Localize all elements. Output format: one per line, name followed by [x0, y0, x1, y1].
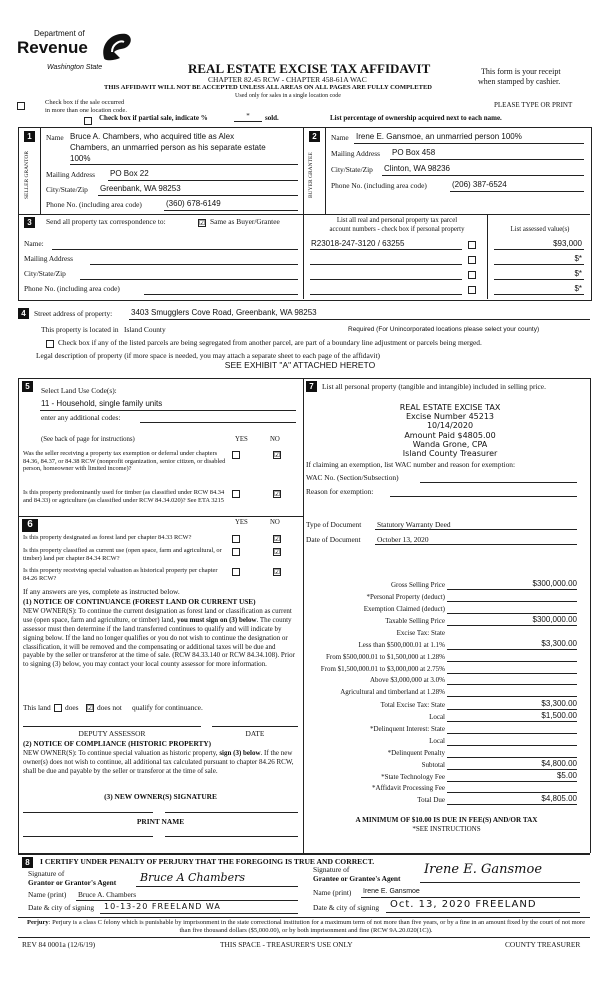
- yes-header: YES: [235, 519, 248, 526]
- land-use-code-select[interactable]: 11 - Household, single family units: [41, 399, 163, 408]
- fee-label: Exemption Claimed (deduct): [363, 605, 445, 613]
- underline: [494, 279, 584, 280]
- divider: [18, 214, 590, 215]
- additional-codes-field[interactable]: [140, 422, 296, 423]
- corr-city-label: City/State/Zip: [24, 269, 66, 278]
- buyer-mailing-field[interactable]: PO Box 458: [392, 148, 436, 157]
- q1-no-checkbox[interactable]: ☑: [274, 451, 281, 459]
- assessed-value-field[interactable]: $93,000: [553, 239, 582, 248]
- q5-no-checkbox[interactable]: ☑: [274, 568, 281, 576]
- personal-property-checkbox[interactable]: [468, 286, 476, 294]
- grantor-date-label: Date & city of signing: [28, 903, 95, 912]
- print-name-field[interactable]: [165, 836, 298, 837]
- logo-line3: Washington State: [47, 64, 103, 71]
- assessed-value-field[interactable]: $*: [574, 284, 582, 293]
- underline: [354, 143, 584, 144]
- corr-name-label: Name:: [24, 239, 44, 248]
- same-as-buyer-checkbox[interactable]: ☑: [199, 219, 206, 227]
- assessed-value-field[interactable]: $*: [574, 254, 582, 263]
- correspondence-label: Send all property tax correspondence to:: [46, 217, 166, 226]
- personal-property-label: List all personal property (tangible and intangible) included in selling price.: [322, 382, 546, 391]
- seller-city-label: City/State/Zip: [46, 185, 88, 194]
- section-3-number: 3: [24, 217, 35, 228]
- personal-property-checkbox[interactable]: [468, 256, 476, 264]
- fee-value-field[interactable]: [447, 603, 577, 614]
- stamp-line: Excise Number 45213: [405, 412, 495, 422]
- underline: [375, 544, 577, 545]
- underline: [494, 264, 584, 265]
- buyer-name-label: Name: [331, 133, 349, 142]
- fee-value-field[interactable]: $4,805.00: [447, 794, 577, 805]
- fee-label: Agricultural and timberland at 1.28%: [340, 688, 445, 696]
- dor-swirl-icon: [98, 30, 134, 62]
- fee-label: *Delinquent Penalty: [387, 749, 445, 757]
- divider: [40, 127, 41, 214]
- fee-value-field[interactable]: $1,500.00: [447, 711, 577, 722]
- underline: [310, 294, 462, 295]
- new-owner-signature-field[interactable]: [165, 812, 298, 813]
- seller-name-line3[interactable]: 100%: [70, 154, 91, 163]
- this-land-label: This land: [23, 703, 51, 712]
- land-use-label: Select Land Use Code(s):: [41, 386, 117, 395]
- additional-codes-label: enter any additional codes:: [41, 413, 121, 422]
- grantee-signature[interactable]: Irene E. Gansmoe: [424, 862, 543, 877]
- underline: [361, 897, 580, 898]
- county-required-note: Required (For Unincorporated locations please select your county): [348, 326, 540, 333]
- see-instructions-note: *SEE INSTRUCTIONS: [412, 825, 481, 833]
- assessed-header: List assessed value(s): [510, 226, 570, 233]
- multi-location-checkbox[interactable]: [17, 102, 25, 110]
- does-label: does: [65, 703, 79, 712]
- seller-name-label: Name: [46, 133, 64, 142]
- reason-field[interactable]: [390, 496, 577, 497]
- corr-phone-field[interactable]: [144, 294, 298, 295]
- underline: [386, 912, 580, 913]
- fee-label: Local: [429, 737, 445, 745]
- grantee-date-field[interactable]: Oct. 13, 2020 FREELAND: [390, 899, 537, 910]
- underline: [420, 882, 580, 883]
- question-timber: Is this property predominantly used for timber (as classified under RCW 84.34 and 84.33) or agriculture (as classified under RCW 84.34.020)? See ETA 3215: [23, 489, 225, 504]
- grantor-sig-of: Signature of: [28, 869, 65, 878]
- date-label: DATE: [245, 729, 265, 738]
- q3-yes-checkbox[interactable]: [232, 535, 240, 543]
- section-5-number: 5: [22, 381, 33, 392]
- fee-label: Taxable Selling Price: [385, 617, 445, 625]
- question-forest: Is this property designated as forest land per chapter 84.33 RCW?: [23, 534, 192, 541]
- underline: [310, 249, 462, 250]
- underline: [136, 886, 298, 887]
- partial-sale-label: Check box if partial sale, indicate %: [99, 114, 208, 122]
- if-yes-note: If any answers are yes, complete as instructed below.: [23, 587, 180, 596]
- fee-label: Local: [429, 713, 445, 721]
- section-1-number: 1: [24, 131, 35, 142]
- divider: [18, 516, 303, 517]
- qualify-label: qualify for continuance.: [132, 703, 203, 712]
- reason-label: Reason for exemption:: [306, 487, 374, 496]
- buyer-phone-label: Phone No. (including area code): [331, 181, 427, 190]
- no-header: NO: [270, 436, 280, 443]
- corr-mailing-field[interactable]: [90, 264, 298, 265]
- grantee-agent-label: Grantee or Grantee's Agent: [313, 874, 401, 883]
- multi-location-label-1: Check box if the sale occurred: [45, 99, 125, 106]
- underline: [40, 410, 296, 411]
- corr-name-field[interactable]: [52, 249, 298, 250]
- seller-phone-field[interactable]: (360) 678-6149: [166, 199, 221, 208]
- q4-yes-checkbox[interactable]: [232, 548, 240, 556]
- yes-header: YES: [235, 436, 248, 443]
- doc-type-label: Type of Document: [306, 520, 362, 529]
- underline: [375, 529, 577, 530]
- stamp-line: Island County Treasurer: [402, 448, 498, 458]
- fee-label: *Affidavit Processing Fee: [372, 784, 445, 792]
- does-not-qualify-checkbox[interactable]: ☑: [87, 704, 94, 712]
- grantee-sig-of: Signature of: [313, 865, 350, 874]
- underline: [382, 175, 584, 176]
- new-owner-signature-field[interactable]: [23, 812, 153, 813]
- partial-pct-field[interactable]: *: [234, 113, 262, 122]
- print-name-field[interactable]: [23, 836, 153, 837]
- fee-label: *Personal Property (deduct): [366, 593, 445, 601]
- assessor-date-field[interactable]: [212, 726, 298, 727]
- fee-value-field[interactable]: $300,000.00: [447, 579, 577, 590]
- underline: [310, 264, 462, 265]
- corr-city-field[interactable]: [80, 279, 298, 280]
- question-current-use: Is this property classified as current use (open space, farm and agricultural, or timber) land per chapter 84.34 RCW?: [23, 547, 222, 562]
- legal-label: Legal description of property (if more space is needed, you may attach a separate sheet to each page of the affidavit): [36, 351, 380, 360]
- fee-value-field[interactable]: [447, 735, 577, 746]
- underline: [310, 279, 462, 280]
- legal-description[interactable]: SEE EXHIBIT "A" ATTACHED HERETO: [224, 360, 376, 370]
- fee-label: Excise Tax: State: [396, 629, 445, 637]
- fee-value-field[interactable]: [447, 663, 577, 674]
- deputy-assessor-signature[interactable]: [23, 726, 201, 727]
- q4-no-checkbox[interactable]: ☑: [274, 548, 281, 556]
- form-number: REV 84 0001a (12/6/19): [22, 940, 96, 949]
- section-4-number: 4: [18, 308, 29, 319]
- underline: [129, 319, 590, 320]
- q5-yes-checkbox[interactable]: [232, 568, 240, 576]
- divider: [487, 214, 488, 299]
- notice-text: NEW OWNER(S): To continue the current designation as forest land or classification as current use (open space, farm and agriculture, or timber) land,: [23, 607, 292, 624]
- underline: [98, 195, 298, 196]
- seller-phone-label: Phone No. (including area code): [46, 200, 142, 209]
- grantee-name-field[interactable]: Irene E. Gansmoe: [363, 888, 420, 895]
- fee-label: Less than $500,000.01 at 1.1%: [358, 641, 445, 649]
- grantor-name-field[interactable]: Bruce A. Chambers: [78, 890, 137, 899]
- notice-compliance-title: (2) NOTICE OF COMPLIANCE (HISTORIC PROPERTY): [23, 739, 212, 748]
- fee-value-field[interactable]: [447, 723, 577, 734]
- doc-type-field[interactable]: Statutory Warranty Deed: [377, 520, 451, 529]
- receipt-note-2: when stamped by cashier.: [478, 77, 561, 86]
- partial-sale-checkbox[interactable]: [84, 117, 92, 125]
- fee-label: Gross Selling Price: [390, 581, 445, 589]
- personal-property-checkbox[interactable]: [468, 241, 476, 249]
- underline: [494, 294, 584, 295]
- question-exemption: Was the seller receiving a property tax exemption or deferral under chapters 84.36, 84.37, or 84.38 RCW (nonprofit organization, senior citizen, or disabled person, homeowner with limited income)?: [23, 450, 226, 473]
- parcel-header-1: List all real and personal property tax parcel: [336, 217, 458, 224]
- notice-continuance-title: (1) NOTICE OF CONTINUANCE (FOREST LAND OR CURRENT USE): [23, 597, 256, 606]
- print-name-label: PRINT NAME: [136, 817, 185, 826]
- buyer-mailing-label: Mailing Address: [331, 149, 381, 158]
- fee-label: Total Due: [417, 796, 445, 804]
- form-title: REAL ESTATE EXCISE TAX AFFIDAVIT: [188, 61, 431, 76]
- stamp-line: REAL ESTATE EXCISE TAX: [399, 403, 501, 412]
- certify-title: I CERTIFY UNDER PENALTY OF PERJURY THAT THE FOREGOING IS TRUE AND CORRECT.: [40, 857, 375, 866]
- form-chapter: CHAPTER 82.45 RCW - CHAPTER 458-61A WAC: [208, 75, 367, 84]
- fee-value-field[interactable]: [447, 782, 577, 793]
- street-field[interactable]: 3403 Smugglers Cove Road, Greenbank, WA 98253: [131, 308, 317, 317]
- section-8-number: 8: [22, 857, 33, 868]
- divider: [325, 127, 326, 214]
- treasurer-stamp: [330, 403, 570, 458]
- logo-line2: Revenue: [17, 38, 88, 57]
- q2-yes-checkbox[interactable]: [232, 490, 240, 498]
- fee-value-field[interactable]: $5.00: [447, 771, 577, 782]
- grantor-signature[interactable]: Bruce A Chambers: [140, 871, 245, 884]
- underline: [390, 159, 584, 160]
- wac-field[interactable]: [420, 482, 577, 483]
- q1-yes-checkbox[interactable]: [232, 451, 240, 459]
- new-owner-signature-label: (3) NEW OWNER(S) SIGNATURE: [104, 792, 217, 801]
- buyer-name-field[interactable]: Irene E. Gansmoe, an unmarried person 100%: [356, 132, 522, 141]
- fee-label: From $500,000.01 to $1,500,000 at 1.28%: [326, 653, 445, 661]
- please-type-note: PLEASE TYPE OR PRINT: [494, 101, 573, 109]
- fee-value-field[interactable]: [447, 747, 577, 758]
- grantor-date-field[interactable]: 10-13-20 FREELAND WA: [104, 902, 221, 911]
- divider: [18, 917, 590, 918]
- instructions-note: (See back of page for instructions): [41, 436, 135, 443]
- fee-label: Total Excise Tax: State: [380, 701, 445, 709]
- underline: [164, 210, 298, 211]
- divider: [18, 937, 590, 938]
- notice-continuance-text: [23, 607, 298, 669]
- stamp-line: Amount Paid $4805.00: [404, 430, 496, 440]
- personal-property-checkbox[interactable]: [468, 271, 476, 279]
- section-6-number: 6: [22, 519, 38, 532]
- does-not-label: does not: [97, 703, 122, 712]
- doc-date-label: Date of Document: [306, 535, 361, 544]
- single-location-note: Used only for sales in a single location code: [235, 93, 341, 99]
- assessed-value-field[interactable]: $*: [574, 269, 582, 278]
- question-historic: Is this property receiving special valuation as historical property per chapter 84.26 RCW?: [23, 567, 218, 582]
- buyer-city-label: City/State/Zip: [331, 165, 373, 174]
- underline: [100, 913, 298, 914]
- divider: [590, 378, 591, 853]
- notice-compliance-text: [23, 749, 298, 776]
- located-label: This property is located in: [41, 325, 119, 334]
- fee-label: Subtotal: [421, 761, 445, 769]
- notice-text-bold: sign (3) below: [219, 749, 261, 757]
- perjury-notice: [22, 919, 590, 935]
- underline: [450, 191, 584, 192]
- minimum-due-note: A MINIMUM OF $10.00 IS DUE IN FEE(S) AND/OR TAX: [355, 816, 538, 824]
- underline: [70, 164, 298, 165]
- seller-name-line2[interactable]: Chambers, an unmarried person as his separate estate: [70, 143, 266, 152]
- notice-text: . If the new owner(s) does not wish to continue, all additional tax calculated pursuant to chapter 84.26 RCW, shall be due and payable by the seller or transferor at the time of sale.: [23, 749, 294, 775]
- underline: [76, 900, 298, 901]
- fee-value-field[interactable]: [447, 686, 577, 697]
- underline: [494, 249, 584, 250]
- county-treasurer-label: COUNTY TREASURER: [505, 940, 581, 949]
- divider: [303, 378, 304, 853]
- q3-no-checkbox[interactable]: ☑: [274, 535, 281, 543]
- fee-value-field[interactable]: $3,300.00: [447, 639, 577, 650]
- county-select[interactable]: Island County: [124, 325, 166, 334]
- fee-value-field[interactable]: $300,000.00: [447, 615, 577, 626]
- stamp-line: 10/14/2020: [426, 421, 474, 431]
- fee-label: From $1,500,000.01 to $3,000,000 at 2.75%: [320, 665, 445, 673]
- fee-label: Above $3,000,000 at 3.0%: [369, 676, 445, 684]
- seller-city-field[interactable]: Greenbank, WA 98253: [100, 184, 181, 193]
- fee-label: *Delinquent Interest: State: [369, 725, 445, 733]
- parcel-number-field[interactable]: R23018-247-3120 / 63255: [311, 239, 405, 248]
- grantee-name-label: Name (print): [313, 888, 352, 897]
- wac-label: WAC No. (Section/Subsection): [306, 473, 399, 482]
- divider: [18, 378, 590, 379]
- street-label: Street address of property:: [34, 309, 113, 318]
- grantee-date-label: Date & city of signing: [313, 903, 380, 912]
- does-qualify-checkbox[interactable]: [54, 704, 62, 712]
- buyer-city-field[interactable]: Clinton, WA 98236: [384, 164, 450, 173]
- divider: [18, 853, 590, 855]
- exemption-label: If claiming an exemption, list WAC number and reason for exemption:: [306, 460, 516, 469]
- treasurer-space-label: THIS SPACE - TREASURER'S USE ONLY: [220, 940, 353, 949]
- receipt-note-1: This form is your receipt: [481, 67, 561, 76]
- multi-location-label-2: in more than one location code.: [45, 107, 127, 114]
- buyer-side-label: BUYER GRANTEE: [308, 152, 314, 198]
- fee-value-field[interactable]: [447, 591, 577, 602]
- notice-text-bold: you must sign on (3) below: [176, 615, 257, 624]
- seller-mailing-label: Mailing Address: [46, 170, 96, 179]
- seller-side-label: SELLER GRANTOR: [24, 150, 30, 200]
- grantor-name-label: Name (print): [28, 890, 67, 899]
- section-2-number: 2: [309, 131, 320, 142]
- segregated-label: Check box if any of the listed parcels are being segregated from another parcel, are part of a boundary line adjustment or parcels being merged.: [58, 338, 482, 347]
- notice-text: . The county assessor must then determine if the land transferred continues to qualify and will indicate by signing below. If the land no longer qualifies or you do not wish to continue the designation or classification, it will be removed and the compensating or additional taxes will be due and payable by the seller or transferor at the time of sale. (RCW 84.33.140 or RCW 84.34.108). Prior to signing (3) below, you may contact your local county assessor for more information.: [23, 615, 295, 669]
- perjury-text: : Perjury is a class C felony which is punishable by imprisonment in the state correctional institution for a maximum term of not more than five years, or by a fine in an amount fixed by the court of not more than five thousand dollars ($5,000.00), or by both imprisonment and fine (RCW 9A.20.020(1C)).: [48, 919, 585, 935]
- grantor-agent-label: Grantor or Grantor's Agent: [28, 878, 117, 887]
- fee-value-field[interactable]: [447, 651, 577, 662]
- ownership-note: List percentage of ownership acquired next to each name.: [330, 114, 502, 122]
- no-header: NO: [270, 519, 280, 526]
- form-warning: THIS AFFIDAVIT WILL NOT BE ACCEPTED UNLESS ALL AREAS ON ALL PAGES ARE FULLY COMPLETED: [104, 84, 432, 91]
- underline: [108, 180, 298, 181]
- sold-label: sold.: [265, 114, 279, 122]
- parcel-header-2: account numbers - check box if personal property: [329, 226, 465, 233]
- seller-mailing-field[interactable]: PO Box 22: [110, 169, 149, 178]
- fee-value-field[interactable]: $3,300.00: [447, 699, 577, 710]
- stamp-line: Wanda Grone, CPA: [412, 439, 488, 449]
- corr-phone-label: Phone No. (including area code): [24, 284, 120, 293]
- segregated-checkbox[interactable]: [46, 340, 54, 348]
- divider: [18, 378, 19, 853]
- logo-line1: Department of: [34, 29, 85, 38]
- perjury-label: Perjury: [27, 919, 49, 926]
- doc-date-field[interactable]: October 13, 2020: [377, 535, 429, 544]
- notice-text: NEW OWNER(S): To continue special valuation as historic property,: [23, 749, 220, 757]
- section-7-number: 7: [306, 381, 317, 392]
- corr-mailing-label: Mailing Address: [24, 254, 74, 263]
- deputy-assessor-label: DEPUTY ASSESSOR: [78, 729, 146, 738]
- seller-name-line1[interactable]: Bruce A. Chambers, who acquired title as Alex: [70, 132, 235, 141]
- buyer-phone-field[interactable]: (206) 387-6524: [452, 180, 507, 189]
- fee-value-field[interactable]: $4,800.00: [447, 759, 577, 770]
- fee-value-field[interactable]: [447, 674, 577, 685]
- q2-no-checkbox[interactable]: ☑: [274, 490, 281, 498]
- fee-label: *State Technology Fee: [381, 773, 445, 781]
- same-as-buyer-label: Same as Buyer/Grantee: [210, 217, 280, 226]
- divider: [303, 127, 304, 299]
